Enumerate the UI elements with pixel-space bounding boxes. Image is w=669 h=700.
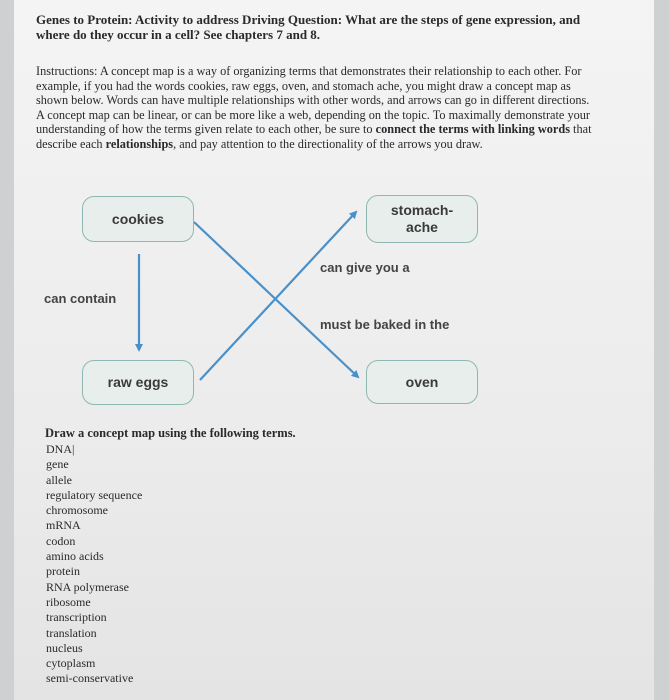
instructions-text-2: that describe each	[36, 122, 592, 151]
instructions-bold-1: connect the terms with linking words	[375, 122, 570, 137]
instructions-text-3: , and pay attention to the directionality of the arrows you draw.	[173, 136, 483, 151]
arrow-raweggs-to-stomachache	[200, 212, 356, 380]
term-item: chromosome	[46, 503, 108, 518]
term-item: gene	[46, 457, 69, 472]
worksheet-page	[14, 0, 654, 700]
term-item: RNA polymerase	[46, 579, 129, 594]
node-stomach-ache: stomach-ache	[366, 195, 478, 243]
term-item: cytoplasm	[46, 656, 96, 671]
page-title: Genes to Protein: Activity to address Driving Question: What are the steps of gene expression, and where do they occur in a cell? See chapters 7 and 8.	[36, 12, 581, 42]
node-raw-eggs: raw eggs	[82, 360, 194, 405]
term-item: codon	[46, 533, 76, 548]
node-oven: oven	[366, 360, 478, 404]
link-must-be-baked-in-the: must be baked in the	[320, 317, 450, 332]
text-cursor-icon: |	[72, 442, 75, 456]
term-item: nucleus	[46, 640, 83, 655]
term-item: regulatory sequence	[46, 487, 143, 502]
instructions-bold-2: relationships	[105, 136, 174, 151]
term-item: transcription	[46, 610, 107, 625]
terms-heading: Draw a concept map using the following terms.	[45, 426, 296, 440]
instructions-text-1: Instructions: A concept map is a way of organizing terms that demonstrates their relationship to each other. For example, if you had the words cookies, raw eggs, oven, and stomach ache, you might draw a concept map as shown below. Words can have multiple relationships with other words, and arrows can go in different directions. A concept map can be linear, or can be more like a web, depending on the topic. To maximally demonstrate your understanding of how the terms given relate to each other, be sure to	[36, 64, 590, 137]
term-item: amino acids	[46, 549, 104, 564]
term-item: protein	[46, 564, 80, 579]
term-item: mRNA	[46, 518, 81, 533]
link-can-contain: can contain	[44, 291, 117, 306]
term-item: semi-conservative	[46, 671, 134, 686]
terms-list	[46, 442, 142, 687]
link-can-give-you-a: can give you a	[320, 260, 410, 275]
term-item: allele	[46, 472, 72, 487]
term-item: DNA|	[46, 442, 75, 456]
node-cookies: cookies	[82, 196, 194, 242]
term-item: ribosome	[46, 594, 91, 609]
term-item: translation	[46, 625, 97, 640]
